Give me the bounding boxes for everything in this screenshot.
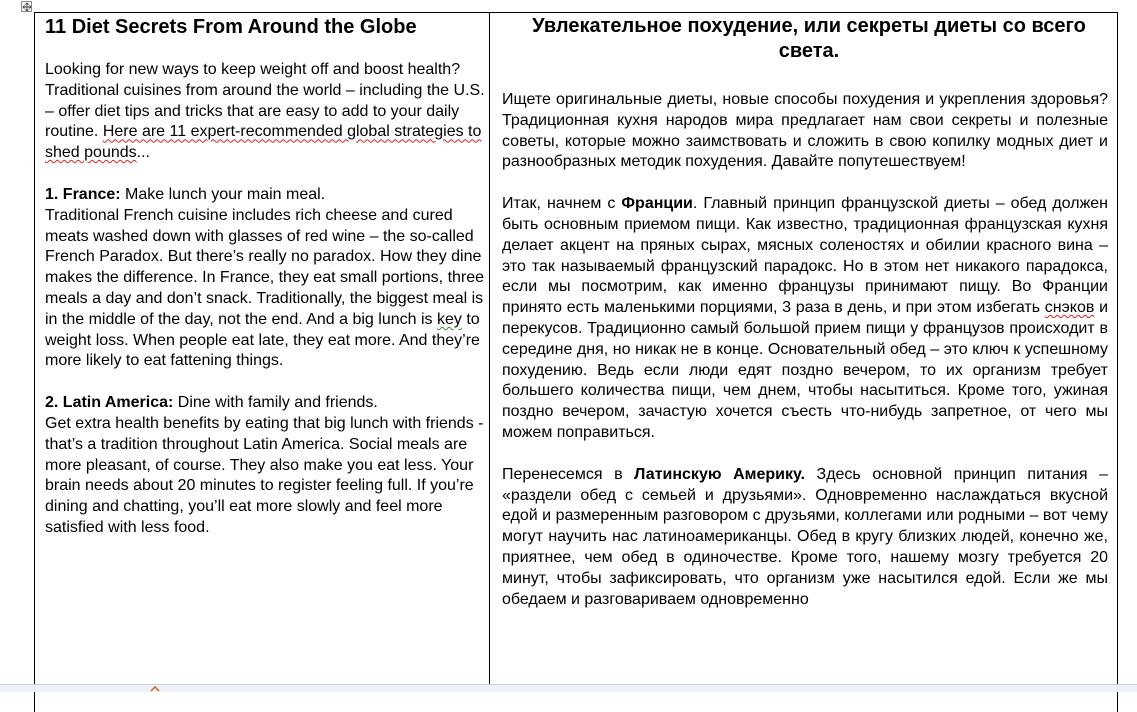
- latin-america-tip: 2. Latin America: Dine with family and friends.: [45, 394, 378, 412]
- russian-latin-america-paragraph: Перенесемся в Латинскую Америку. Здесь основной принцип питания – «раздели обед с семьей и друзьями». Одновременно наслаждаться вкусной едой и размеренным разговором с друзьями, коллегами или родными – вот чему могут научить нас латиноамериканцы. Обед в кругу близких людей, конечно же, приятнее, чем обед в одиночестве. Кроме того, нашему мозгу требуется 20 минут, чтобы зафиксировать, что организм уже насытился едой. Если же мы обедаем и разговариваем одновременно: [502, 465, 1108, 608]
- move-arrows-icon: [22, 2, 33, 13]
- russian-france-paragraph: Итак, начнем с Франции. Главный принцип французской диеты – обед должен быть основным приемом пищи. Как известно, традиционная французская кухня делает акцент на пряных сырах, мясных соленостях и обилии красного вина – это так называемый французский парадокс. Но в этом нет никакого парадокса, если мы посмотрим, как именно французы принимают пищу. Во Франции принято есть маленькими порциями, 3 раза в день, и при этом избегать снэков и перекусов. Традиционно самый большой прием пищи у французов происходит в середине дня, но никак не в конце. Основательный обед – это ключ к успешному похудению. Ведь если люди едят поздно вечером, то их организм требует большего количества пищи, чем днем, чтобы насытиться. Кроме того, ужиная поздно вечером, зачастую хочется съесть что-нибудь запретное, от чего мы можем поправиться.: [502, 195, 1109, 441]
- spelling-underline-text: снэков: [1044, 299, 1095, 317]
- column-divider[interactable]: [489, 12, 490, 691]
- latin-america-heading: 2. Latin America:: [45, 394, 174, 412]
- english-title: 11 Diet Secrets From Around the Globe: [45, 16, 417, 38]
- spelling-underline-text: Here are 11 expert-recommended global strategies to shed pounds: [45, 123, 482, 162]
- table-cell-russian[interactable]: [502, 12, 1108, 610]
- france-body: Traditional French cuisine includes rich cheese and cured meats washed down with glasses of red wine – the so-called French Paradox. But there’s really no paradox. How they dine makes the difference. In France, they eat small portions, three meals a day and don’t snack. Traditionally, the biggest meal is in the middle of the day, not the end. And a big lunch is key to weight loss. When people eat late, they eat more. And they’re more likely to eat fattening things.: [45, 206, 485, 370]
- russian-france-bold: Франции: [621, 195, 693, 213]
- france-tip: 1. France: Make lunch your main meal.: [45, 185, 326, 203]
- russian-latin-america-bold: Латинскую Америку.: [634, 465, 805, 483]
- english-intro: Looking for new ways to keep weight off and boost health? Traditional cuisines from around the world – including the U.S. – offer diet tips and tricks that are easy to add to your daily routine. Here are 11 expert-recommended global strategies to shed pounds...: [45, 61, 485, 162]
- taskbar-app-icon[interactable]: [150, 686, 160, 692]
- grammar-underline-text: key: [436, 310, 462, 328]
- france-heading: 1. France:: [45, 185, 121, 203]
- table-cell-english[interactable]: [45, 12, 485, 539]
- russian-title: Увлекательное похудение, или секреты диеты со всего света.: [532, 15, 1086, 62]
- latin-america-body: Get extra health benefits by eating that big lunch with friends - that’s a tradition throughout Latin America. Social meals are more pleasant, of course. They also make you eat less. Your brain needs about 20 minutes to register feeling full. If you’re dining and chatting, you’ll eat more slowly and feel more satisfied with less food.: [45, 414, 484, 536]
- table-move-handle[interactable]: [21, 1, 32, 12]
- russian-intro: Ищете оригинальные диеты, новые способы похудения и укрепления здоровья? Традиционная кухня народов мира предлагает нам свои секреты и полезные советы, которые можно заимствовать и сложить в свою копилку модных диет и разнообразных методик похудения. Давайте попутешествуем!: [502, 91, 1108, 171]
